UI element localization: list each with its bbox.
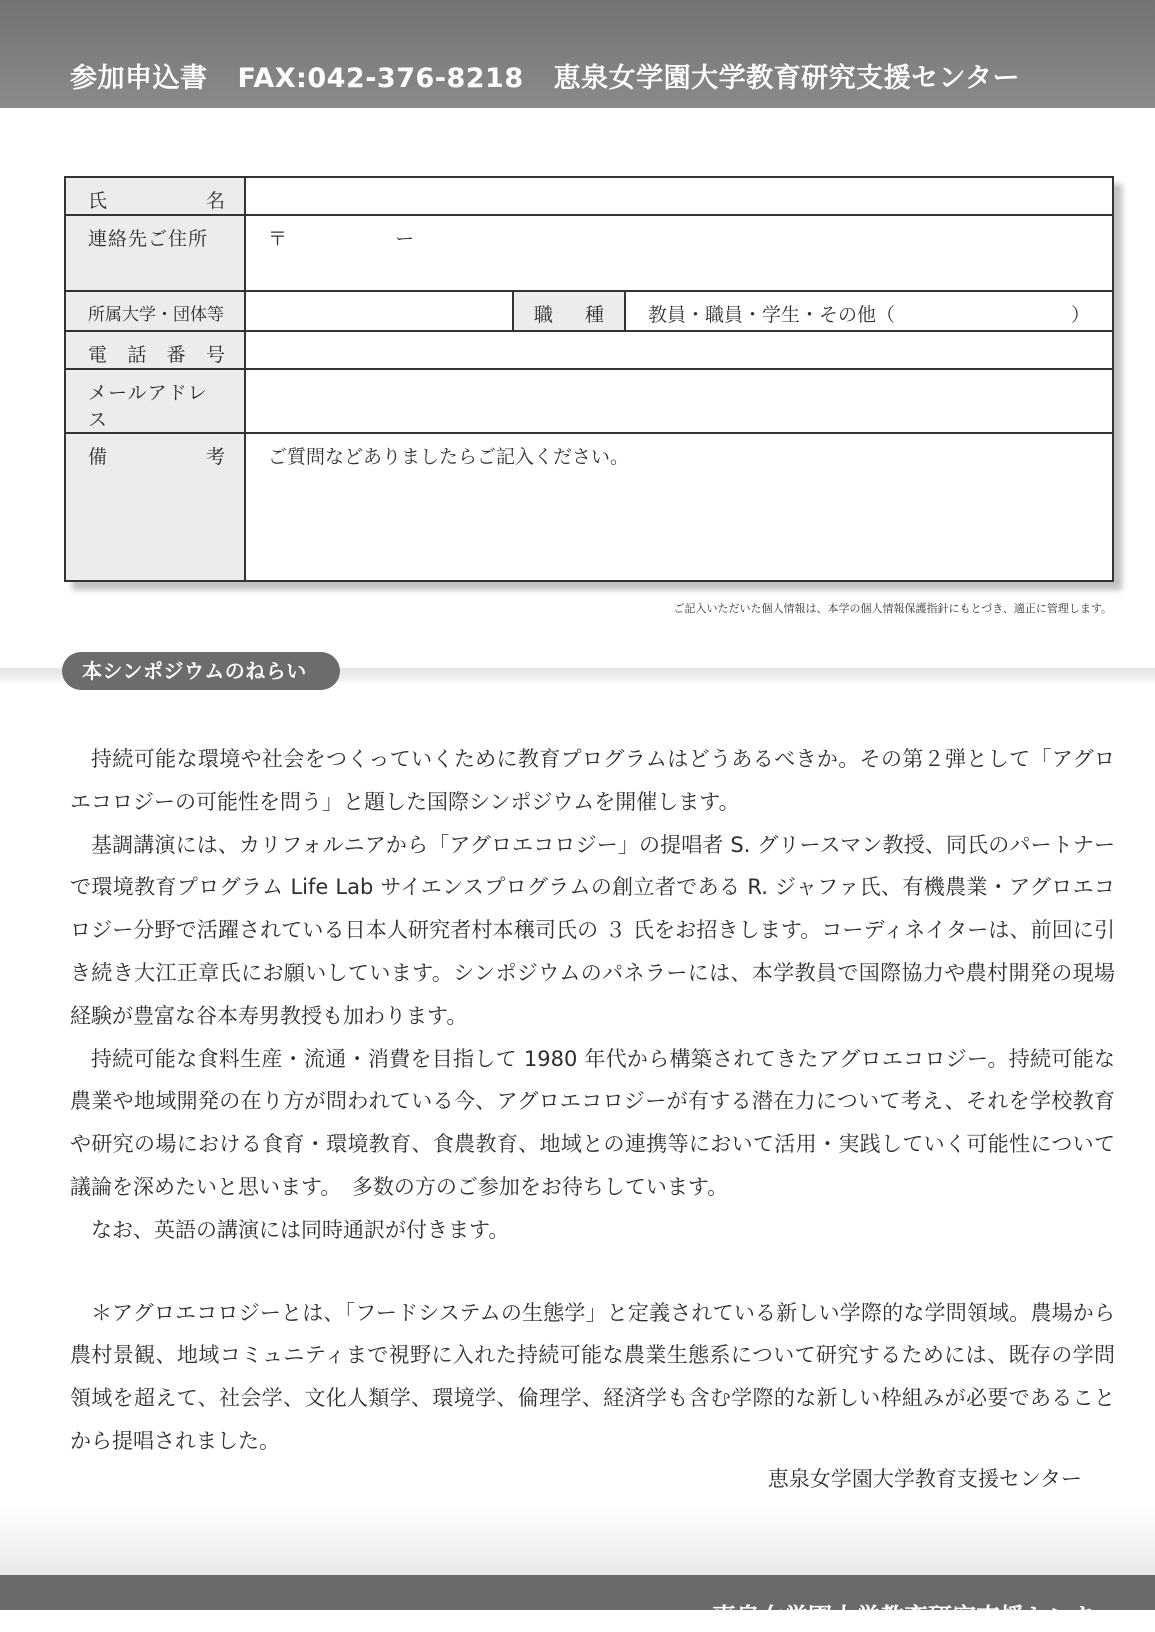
email-label: メールアドレス [65, 369, 245, 433]
phone-label: 電 話 番 号 [65, 331, 245, 369]
email-row [65, 369, 1113, 433]
paragraph: 持続可能な環境や社会をつくっていくために教育プログラムはどうあるべきか。その第２弾として「アグロエコロジーの可能性を問う」と題した国際シンポジウムを開催します。 [70, 747, 1115, 814]
occupation-label: 職 種 [513, 291, 625, 331]
occupation-options: 教員・職員・学生・その他（ [648, 304, 896, 326]
address-row [65, 215, 1113, 291]
header-organization: 恵泉女学園大学教育研究支援センター [553, 63, 1021, 94]
footer-title: 恵泉女学園大学教育研究支援センター [712, 1603, 1120, 1631]
name-label: 氏 名 [65, 177, 245, 215]
section-heading: 本シンポジウムのねらい [62, 652, 340, 690]
name-field[interactable] [245, 177, 1113, 215]
address-field[interactable] [245, 215, 1113, 291]
remarks-label: 備 考 [65, 433, 245, 581]
name-row [65, 177, 1113, 215]
page-header [70, 56, 1020, 95]
occupation-field[interactable] [625, 291, 1113, 331]
remarks-row [65, 433, 1113, 581]
privacy-note: ご記入いただいた個人情報は、本学の個人情報保護指針にもとづき、適正に管理します。 [673, 602, 1112, 615]
footer-band [0, 1575, 1155, 1631]
agroecology-note: ＊アグロエコロジーとは、「フードシステムの生態学」と定義されている新しい学際的な学問領域。農場から農村景観、地域コミュニティまで視野に入れた持続可能な農業生態系について研究するためには、既存の学問領域を超えて、社会学、文化人類学、環境学、倫理学、経済学も含む学際的な新しい枠組みが必要であることから提唱されました。 [70, 1300, 1115, 1453]
affiliation-label: 所属大学・団体等 [65, 291, 245, 331]
occupation-close: ） [1070, 304, 1090, 326]
postal-dash: ー [395, 228, 415, 250]
email-field[interactable] [245, 369, 1113, 433]
remarks-field[interactable]: ご質問などありましたらご記入ください。 [245, 433, 1113, 581]
signature: 恵泉女学園大学教育支援センター [767, 1467, 1082, 1491]
paragraph: なお、英語の講演には同時通訳が付きます。 [91, 1217, 510, 1242]
affiliation-row [65, 291, 1113, 331]
affiliation-field[interactable] [245, 291, 513, 331]
postal-mark: 〒 [268, 228, 288, 250]
footer-fade [0, 1505, 1155, 1575]
phone-field[interactable] [245, 331, 1113, 369]
application-form [64, 176, 1114, 582]
fax-number: FAX:042-376-8218 [237, 63, 524, 94]
section-body [70, 738, 1115, 1463]
paragraph: 持続可能な食料生産・流通・消費を目指して 1980 年代から構築されてきたアグロエコロジー。持続可能な農業や地域開発の在り方が問われている今、アグロエコロジーが有する潜在力について考え、それを学校教育や研究の場における食育・環境教育、食農教育、地域との連携等において活用・実践していく可能性について議論を深めたいと思います。 多数の方のご参加をお待ちしています。 [70, 1046, 1115, 1199]
form-title: 参加申込書 [70, 63, 208, 94]
phone-row [65, 331, 1113, 369]
paragraph: 基調講演には、カリフォルニアから「アグロエコロジー」の提唱者 S. グリースマン教授、同氏のパートナーで環境教育プログラム Life Lab サイエンスプログラムの創立者である R. ジャファ氏、有機農業・アグロエコロジー分野で活躍されている日本人研究者村本穣司氏の ３ 氏をお招きします。コーディネイターは、前回に引き続き大江正章氏にお願いしています。シンポジウムのパネラーには、本学教員で国際協力や農村開発の現場経験が豊富な谷本寿男教授も加わります。 [70, 832, 1115, 1028]
address-label: 連絡先ご住所 [65, 215, 245, 291]
